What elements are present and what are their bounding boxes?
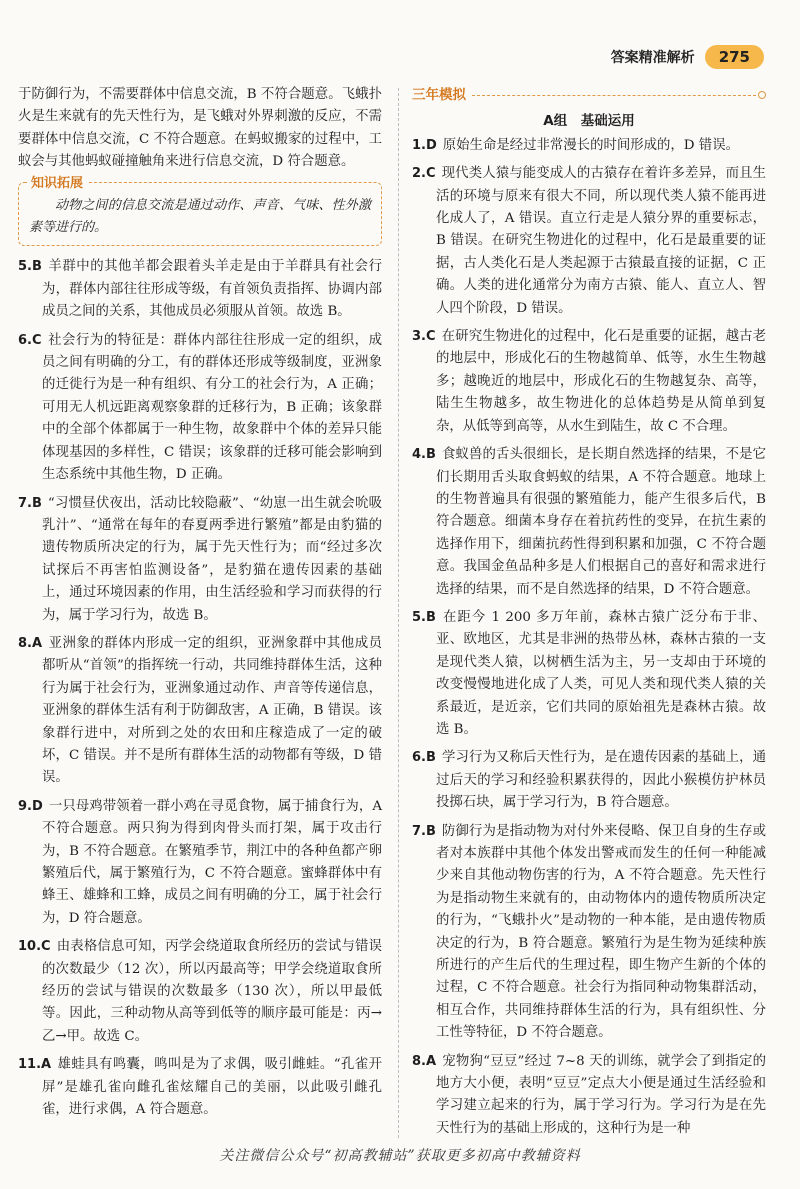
answer-item <box>412 1051 766 1141</box>
answer-item <box>18 1054 382 1121</box>
right-answer-list <box>412 135 766 1140</box>
answer-text: 亚洲象的群体内形成一定的组织，亚洲象群中其他成员都听从“首领”的指挥统一行动，共同维持群体生活，这种行为属于社会行为，亚洲象通过动作、声音等传递信息，亚洲象的群体生活有利于防御敌害，A 正确，B 错误。该象群行进中，对所到之处的农田和庄稼造成了一定的破坏，C 错误。并不是所有群体生活的动物都有等级，D 错误。 <box>42 635 382 786</box>
answer-text: 在距今 1 200 多万年前，森林古猿广泛分布于非、亚、欧地区，尤其是非洲的热带丛林，森林古猿的一支是现代类人猿，以树栖生活为主，另一支却由于环境的改变慢慢地进化成了人类，可见人类和现代类人猿的关系最近，是近亲，它们共同的原始祖先是森林古猿。故选 B。 <box>436 609 766 737</box>
section-divider <box>472 95 756 96</box>
answer-number: 7.B <box>412 823 436 839</box>
answer-text: 学习行为又称后天性行为，是在遗传因素的基础上，通过后天的学习和经验积累获得的，因此小猴模仿护林员投掷石块，属于学习行为，B 符合题意。 <box>436 750 766 811</box>
answer-text: 在研究生物进化的过程中，化石是重要的证据，越古老的地层中，形成化石的生物越简单、低等，水生生物越多；越晚近的地层中，形成化石的生物越复杂、高等，陆生生物越多，故生物进化的总体趋势是从简单到复杂，从低等到高等，从水生到陆生，故 C 不合理。 <box>436 329 766 434</box>
answer-number: 11.A <box>18 1057 52 1073</box>
page-number: 275 <box>705 45 764 69</box>
answer-text: 由表格信息可知，丙学会绕道取食所经历的尝试与错误的次数最少（12 次），所以丙最高等；甲学会绕道取食所经历的尝试与错误的次数最多（130 次），所以甲最低等。因此，三种动物从高等到低等的顺序最可能是：丙→乙→甲。故选 C。 <box>42 939 382 1044</box>
footer-note: 关注微信公众号“初高教辅站”获取更多初高中教辅资料 <box>219 1148 581 1164</box>
section-title: 三年模拟 <box>412 87 466 103</box>
answer-item <box>18 633 382 790</box>
continuation-text: 于防御行为，不需要群体中信息交流，B 不符合题意。飞蛾扑火是生来就有的先天性行为，是飞蛾对外界刺激的反应，不需要群体中信息交流，C 不符合题意。在蚂蚁搬家的过程中，工蚁会与其他蚂蚁碰撞触角来进行信息交流，D 符合题意。 <box>18 87 382 170</box>
answer-item <box>18 330 382 487</box>
answer-text: “习惯昼伏夜出，活动比较隐蔽”、“幼崽一出生就会吮吸乳汁”、“通常在每年的春夏两季进行繁殖”都是由豹猫的遗传物质所决定的行为，属于先天性行为；而“经过多次试探后不再害怕监测设备”，是豹猫在遗传因素的基础上，通过环境因素的作用，由生活经验和学习而获得的行为，属于学习行为，故选 B。 <box>42 495 382 623</box>
answer-text: 现代类人猿与能变成人的古猿存在着许多差异，而且生活的环境与原来有很大不同，所以现代类人猿不能再进化成人了，A 错误。直立行走是人猿分界的重要标志，B 错误。在研究生物进化的过程中，化石是最重要的证据，古人类化石是人类起源于古猿最直接的证据，C 正确。人类的进化通常分为南方古猿、能人、直立人、智人四个阶段，D 错误。 <box>436 166 766 316</box>
answer-item <box>412 821 766 1045</box>
column-divider <box>398 88 399 1138</box>
right-column <box>412 84 766 1140</box>
answer-number: 4.B <box>412 447 436 463</box>
section-dot-icon <box>758 91 766 99</box>
answer-item <box>412 607 766 741</box>
answer-text: 原始生命是经过非常漫长的时间形成的，D 错误。 <box>442 137 739 153</box>
answer-item <box>412 135 766 157</box>
left-column <box>18 84 382 1121</box>
answer-number: 7.B <box>18 495 42 511</box>
left-answer-list <box>18 256 382 1121</box>
answer-text: 羊群中的其他羊都会跟着头羊走是由于羊群具有社会行为，群体内部往往形成等级，有首领负责指挥、协调内部成员之间的关系，其他成员必须服从首领。故选 B。 <box>42 259 382 320</box>
answer-item <box>18 493 382 627</box>
answer-text: 食蚁兽的舌头很细长，是长期自然选择的结果，不是它们长期用舌头取食蚂蚁的结果，A 不符合题意。地球上的生物普遍具有很强的繁殖能力，能产生很多后代，B 符合题意。细菌本身存在着抗药性的变异，在抗生素的选择作用下，细菌抗药性得到积累和加强，C 不符合题意。我国金鱼品种多是人们根据自己的喜好和需求进行选择的结果，而不是自然选择的结果，D 不符合题意。 <box>436 447 766 597</box>
answer-number: 6.B <box>412 750 436 766</box>
answer-text: 一只母鸡带领着一群小鸡在寻觅食物，属于捕食行为，A 不符合题意。两只狗为得到肉骨头而打架，属于攻击行为，B 不符合题意。在繁殖季节，荆江中的各种鱼都产卵繁殖后代，属于繁殖行为，C 不符合题意。蜜蜂群体中有蜂王、雄蜂和工蜂，成员之间有明确的分工，属于社会行为，D 符合题意。 <box>42 798 382 926</box>
answer-number: 10.C <box>18 939 51 955</box>
answer-number: 1.D <box>412 137 437 153</box>
knowledge-label: 知识拓展 <box>27 173 87 195</box>
answer-item <box>412 444 766 601</box>
answer-text: 社会行为的特征是：群体内部往往形成一定的组织，成员之间有明确的分工，有的群体还形成等级制度，亚洲象的迁徙行为是一种有组织、有分工的社会行为，A 正确；可用无人机远距离观察象群的迁移行为，B 正确；该象群中的全部个体都属于一种生物，故象群中个体的差异只能体现基因的多样性，C 错误；该象群的迁移可能会影响到生态系统中其他生物，D 正确。 <box>42 332 382 483</box>
answer-text: 防御行为是指动物为对付外来侵略、保卫自身的生存或者对本族群中其他个体发出警戒而发生的任何一种能减少来自其他动物伤害的行为，A 不符合题意。先天性行为是指动物生来就有的，由动物体内的遗传物质所决定的行为，“飞蛾扑火”是动物的一种本能，是由遗传物质决定的行为，B 符合题意。繁殖行为是生物为延续种族所进行的产生后代的生理过程，即生物产生新的个体的过程，C 不符合题意。社会行为指同种动物集群活动，相互合作，共同维持群体生活的行为，具有组织性、分工性等特征，D 不符合题意。 <box>436 823 766 1041</box>
section-header <box>412 84 766 106</box>
answer-number: 8.A <box>412 1053 437 1069</box>
answer-number: 6.C <box>18 332 42 348</box>
answer-number: 8.A <box>18 635 43 651</box>
group-title: A组 基础运用 <box>543 113 635 130</box>
answer-item <box>18 936 382 1048</box>
answer-number: 5.B <box>18 259 42 275</box>
answer-item <box>412 163 766 320</box>
answer-number: 9.D <box>18 798 43 814</box>
answer-number: 2.C <box>412 166 436 182</box>
answer-text: 宠物狗“豆豆”经过 7~8 天的训练，就学会了到指定的地方大小便，表明“豆豆”定点大小便是通过生活经验和学习建立起来的行为，属于学习行为。学习行为是在先天性行为的基础上形成的，这种行为是一种 <box>436 1053 766 1136</box>
answer-number: 5.B <box>412 609 436 625</box>
answer-item <box>18 796 382 930</box>
answer-number: 3.C <box>412 329 436 345</box>
answer-item <box>412 326 766 438</box>
knowledge-box <box>18 175 382 247</box>
answer-item <box>412 747 766 814</box>
knowledge-text: 动物之间的信息交流是通过动作、声音、气味、性外激素等进行的。 <box>29 197 371 236</box>
header-title: 答案精准解析 <box>610 50 695 66</box>
answer-text: 雄蛙具有鸣囊，鸣叫是为了求偶，吸引雌蛙。“孔雀开屏”是雄孔雀向雌孔雀炫耀自己的美丽，以此吸引雌孔雀，进行求偶，A 符合题意。 <box>42 1057 382 1118</box>
page-header <box>611 42 764 72</box>
answer-item <box>18 256 382 323</box>
